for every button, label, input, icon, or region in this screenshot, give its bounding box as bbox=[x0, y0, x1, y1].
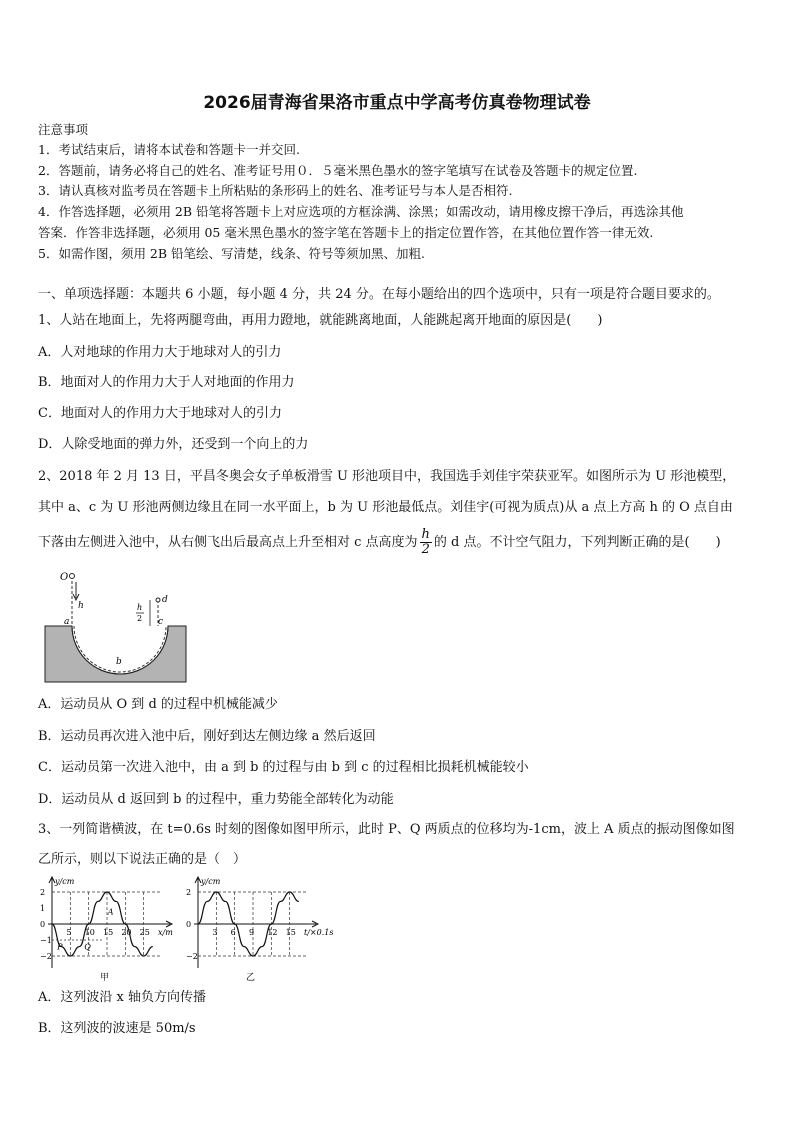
x-tick-label: 9 bbox=[249, 928, 255, 937]
x-tick-label: 20 bbox=[121, 928, 132, 937]
notice-item: 4．作答选择题，必须用 2B 铅笔将答题卡上对应选项的方框涂满、涂黑；如需改动，请用橡皮擦干净后，再选涂其他 bbox=[38, 204, 684, 219]
q2-option-b: B．运动员再次进入池中后，刚好到达左侧边缘 a 然后返回 bbox=[38, 729, 376, 744]
label-h: h bbox=[78, 601, 84, 611]
q2-option-d: D．运动员从 d 返回到 b 的过程中，重力势能全部转化为动能 bbox=[38, 792, 394, 807]
label-d: d bbox=[162, 595, 168, 605]
section-heading: 一、单项选择题：本题共 6 小题，每小题 4 分，共 24 分。在每小题给出的四个选项中，只有一项是符合题目要求的。 bbox=[38, 287, 720, 302]
x-tick-label: 6 bbox=[230, 928, 236, 937]
x-tick-label: 25 bbox=[139, 928, 150, 937]
notice-item: 答案．作答非选择题，必须用 05 毫米黑色墨水的签字笔在答题卡上的指定位置作答，在其他位置作答一律无效. bbox=[38, 225, 654, 240]
x-tick-label: 12 bbox=[267, 928, 278, 937]
question-2-line: 2、2018 年 2 月 13 日，平昌冬奥会女子单板滑雪 U 形池项目中，我国选手刘佳宇荣获亚军。如图所示为 U 形池模型， bbox=[38, 469, 736, 484]
question-3-line: 乙所示，则以下说法正确的是（ ） bbox=[38, 852, 247, 867]
y-tick-label: 1 bbox=[40, 904, 46, 913]
point-d-marker bbox=[156, 598, 160, 602]
wave-graph-jia bbox=[34, 874, 184, 984]
point-label-p: P bbox=[57, 942, 63, 952]
notice-item: 2．答题前，请务必将自己的姓名、准考证号用０．５毫米黑色墨水的签字笔填写在试卷及答题卡的规定位置. bbox=[38, 163, 638, 178]
q1-option-a: A．人对地球的作用力大于地球对人的引力 bbox=[38, 345, 282, 360]
y-tick-label: 0 bbox=[40, 920, 46, 929]
q2-line3-start: 下落由左侧进入池中，从右侧飞出后最高点上升至相对 c 点高度为 bbox=[38, 535, 418, 550]
page-title: 2026届青海省果洛市重点中学高考仿真卷物理试卷 bbox=[203, 93, 591, 113]
question-1-stem: 1、人站在地面上，先将两腿弯曲，再用力蹬地，就能跳离地面，人能跳起离开地面的原因是( ) bbox=[38, 313, 603, 328]
y-tick-label: −1 bbox=[40, 936, 52, 945]
q1-option-b: B．地面对人的作用力大于人对地面的作用力 bbox=[38, 375, 295, 390]
y-tick-label: −2 bbox=[186, 952, 198, 961]
u-pool-figure bbox=[40, 568, 200, 688]
y-axis-label: y/cm bbox=[201, 877, 221, 886]
q2-option-c: C．运动员第一次进入池中，由 a 到 b 的过程与由 b 到 c 的过程相比损耗机械能较小 bbox=[38, 760, 529, 775]
label-b: b bbox=[116, 657, 122, 667]
y-tick-label: 2 bbox=[40, 888, 46, 897]
label-a: a bbox=[64, 617, 70, 627]
vibration-graph-yi bbox=[180, 874, 334, 984]
y-tick-label: 0 bbox=[186, 920, 192, 929]
fraction-numerator: h bbox=[421, 527, 430, 542]
y-tick-label: 2 bbox=[186, 888, 192, 897]
point-o-marker bbox=[70, 574, 75, 579]
x-tick-label: 15 bbox=[285, 928, 296, 937]
question-3-line: 3、一列简谐横波，在 t=0.6s 时刻的图像如图甲所示，此时 P、Q 两质点的位移均为-1cm，波上 A 质点的振动图像如图 bbox=[38, 822, 735, 837]
figure-caption: 乙 bbox=[246, 973, 256, 983]
point-label-q: Q bbox=[84, 942, 91, 952]
q3-option-b: B．这列波的波速是 50m/s bbox=[38, 1021, 196, 1036]
y-axis-label: y/cm bbox=[55, 877, 75, 886]
q2-option-a: A．运动员从 O 到 d 的过程中机械能减少 bbox=[38, 697, 278, 712]
label-o: O bbox=[60, 572, 69, 583]
y-tick-label: −2 bbox=[40, 952, 52, 961]
q2-line3-end: 的 d 点。不计空气阻力，下列判断正确的是( ) bbox=[433, 535, 721, 550]
h-over-2-fraction bbox=[420, 528, 432, 557]
question-2-line: 其中 a、c 为 U 形池两侧边缘且在同一水平面上，b 为 U 形池最低点。刘佳宇(可视为质点)从 a 点上方高 h 的 O 点自由 bbox=[38, 500, 733, 515]
x-tick-label: 15 bbox=[103, 928, 114, 937]
q1-option-c: C．地面对人的作用力大于地球对人的引力 bbox=[38, 406, 282, 421]
x-tick-label: 10 bbox=[84, 928, 95, 937]
label-c: c bbox=[158, 617, 164, 627]
label-h2-num: h bbox=[137, 603, 143, 612]
label-h2-den: 2 bbox=[137, 614, 143, 623]
q3-option-a: A．这列波沿 x 轴负方向传播 bbox=[38, 990, 206, 1005]
notice-item: 3．请认真核对监考员在答题卡上所粘贴的条形码上的姓名、准考证号与本人是否相符. bbox=[38, 183, 513, 198]
question-2-line bbox=[38, 528, 721, 558]
figure-caption: 甲 bbox=[100, 973, 110, 983]
q1-option-d: D．人除受地面的弹力外，还受到一个向上的力 bbox=[38, 437, 309, 452]
x-tick-label: 5 bbox=[66, 928, 72, 937]
notice-item: 5．如需作图，须用 2B 铅笔绘、写清楚，线条、符号等须加黑、加粗. bbox=[38, 246, 426, 261]
point-label-a: A bbox=[107, 907, 114, 917]
fraction-denominator: 2 bbox=[421, 542, 430, 557]
notice-item: 1．考试结束后，请将本试卷和答题卡一并交回. bbox=[38, 142, 300, 157]
x-axis-label: t/×0.1s bbox=[304, 928, 334, 937]
notice-heading: 注意事项 bbox=[38, 122, 89, 137]
x-axis-label: x/m bbox=[158, 928, 173, 937]
x-tick-label: 3 bbox=[212, 928, 218, 937]
